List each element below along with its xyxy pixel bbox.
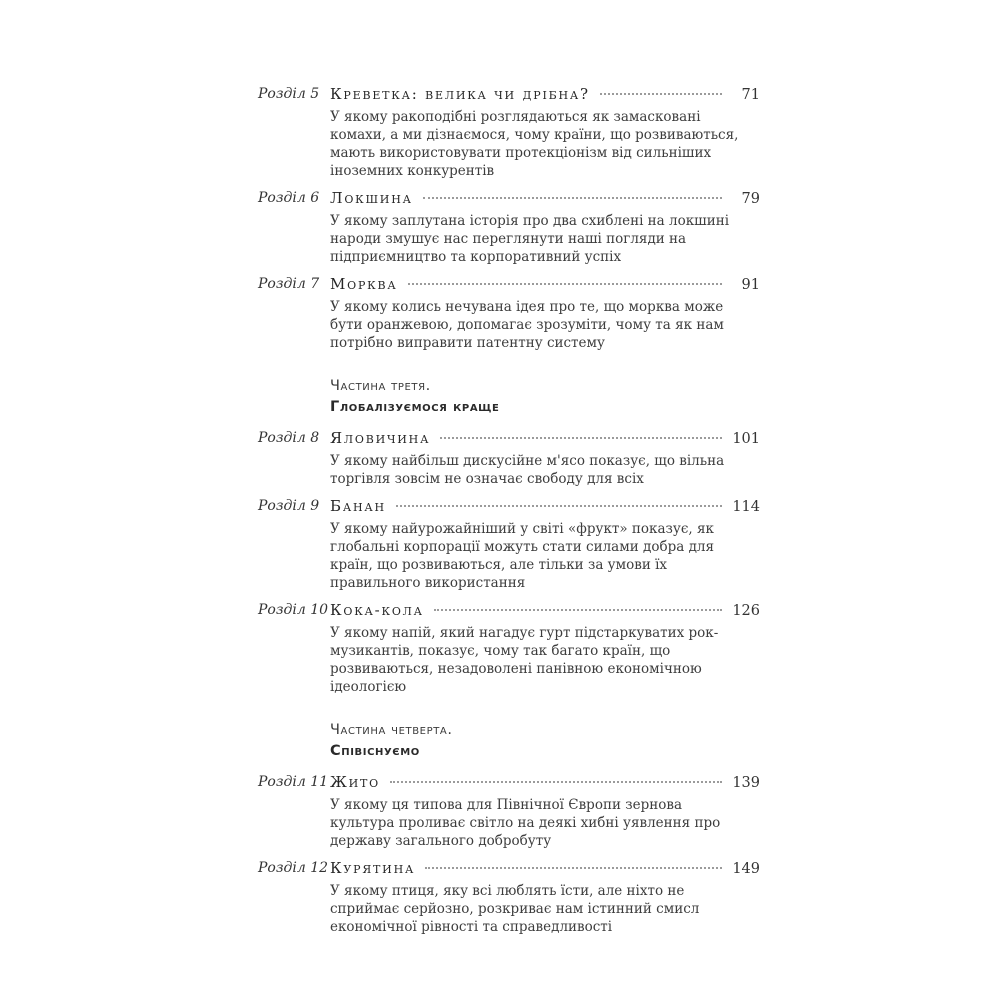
chapter-title: Жито bbox=[330, 773, 381, 791]
dot-leader bbox=[396, 505, 722, 507]
chapter-description: У якому заплутана історія про два схиблені на локшині народи змушує нас переглянути наші погляди на підприємництво та корпоративний успіх bbox=[330, 213, 730, 265]
chapter-title: Курятина bbox=[330, 859, 416, 877]
chapter-page-number: 149 bbox=[732, 861, 760, 877]
chapter-page-number: 126 bbox=[732, 603, 760, 619]
part-title: Співіснуємо bbox=[330, 743, 420, 759]
toc-chapter-entry bbox=[258, 188, 760, 266]
part-number-label: Частина четверта. bbox=[330, 722, 453, 738]
part-title: Глобалізуємося краще bbox=[330, 399, 500, 415]
toc-chapter-entry bbox=[258, 858, 760, 936]
chapter-heading-row bbox=[330, 858, 760, 879]
chapter-label: Розділ 6 bbox=[258, 190, 320, 206]
dot-leader bbox=[423, 197, 722, 199]
dot-leader bbox=[440, 437, 722, 439]
chapter-title: Креветка: велика чи дрібна? bbox=[330, 85, 590, 103]
chapter-label: Розділ 8 bbox=[258, 430, 320, 446]
toc-chapter-entry bbox=[258, 600, 760, 696]
chapter-label: Розділ 7 bbox=[258, 276, 320, 292]
chapter-heading-row bbox=[330, 188, 760, 209]
chapter-label: Розділ 10 bbox=[258, 602, 329, 618]
chapter-title: Морква bbox=[330, 275, 398, 293]
chapter-page-number: 91 bbox=[741, 277, 760, 293]
dot-leader bbox=[425, 867, 722, 869]
chapter-description: У якому напій, який нагадує гурт підстаркуватих рок-музикантів, показує, чому так багато країн, що розвиваються, незадоволені панівною економічною ідеологією bbox=[330, 625, 719, 695]
dot-leader bbox=[600, 93, 722, 95]
chapter-description: У якому птиця, яку всі люблять їсти, але ніхто не сприймає серйозно, розкриває нам істинний смисл економічної рівності та справедливості bbox=[330, 883, 700, 935]
dot-leader bbox=[408, 283, 722, 285]
toc-chapter-entry bbox=[258, 772, 760, 850]
chapter-label: Розділ 5 bbox=[258, 86, 320, 102]
chapter-description: У якому найурожайніший у світі «фрукт» показує, як глобальні корпорації можуть стати силами добра для країн, що розвиваються, але тільки за умови їх правильного використання bbox=[330, 521, 714, 591]
toc-chapter-entry bbox=[258, 428, 760, 488]
chapter-heading-row bbox=[330, 84, 760, 105]
chapter-heading-row bbox=[330, 600, 760, 621]
chapter-heading-row bbox=[330, 772, 760, 793]
chapter-description: У якому ракоподібні розглядаються як замасковані комахи, а ми дізнаємося, чому країни, що розвиваються, мають використовувати протекціонізм від сильніших іноземних конкурентів bbox=[330, 109, 739, 179]
table-of-contents bbox=[258, 84, 760, 944]
chapter-page-number: 101 bbox=[732, 431, 760, 447]
chapter-heading-row bbox=[330, 428, 760, 449]
chapter-description: У якому ця типова для Північної Європи зернова культура проливає світло на деякі хибні уявлення про державу загального добробуту bbox=[330, 797, 721, 849]
chapter-heading-row bbox=[330, 496, 760, 517]
toc-part-heading bbox=[258, 720, 760, 762]
chapter-label: Розділ 9 bbox=[258, 498, 320, 514]
chapter-description: У якому колись нечувана ідея про те, що морква може бути оранжевою, допомагає зрозуміти, чому та як нам потрібно виправити патентну систему bbox=[330, 299, 724, 351]
chapter-title: Яловичина bbox=[330, 429, 431, 447]
chapter-description: У якому найбільш дискусійне м'ясо показує, що вільна торгівля зовсім не означає свободу для всіх bbox=[330, 453, 725, 487]
chapter-page-number: 114 bbox=[732, 499, 760, 515]
chapter-page-number: 71 bbox=[741, 87, 760, 103]
chapter-heading-row bbox=[330, 274, 760, 295]
dot-leader bbox=[434, 609, 722, 611]
chapter-title: Локшина bbox=[330, 189, 413, 207]
toc-chapter-entry bbox=[258, 274, 760, 352]
chapter-page-number: 139 bbox=[732, 775, 760, 791]
toc-chapter-entry bbox=[258, 84, 760, 180]
chapter-title: Кока-кола bbox=[330, 601, 424, 619]
chapter-label: Розділ 12 bbox=[258, 860, 329, 876]
part-number-label: Частина третя. bbox=[330, 378, 431, 394]
chapter-title: Банан bbox=[330, 497, 386, 515]
toc-chapter-entry bbox=[258, 496, 760, 592]
chapter-label: Розділ 11 bbox=[258, 774, 329, 790]
chapter-page-number: 79 bbox=[741, 191, 760, 207]
toc-part-heading bbox=[258, 376, 760, 418]
dot-leader bbox=[390, 781, 722, 783]
